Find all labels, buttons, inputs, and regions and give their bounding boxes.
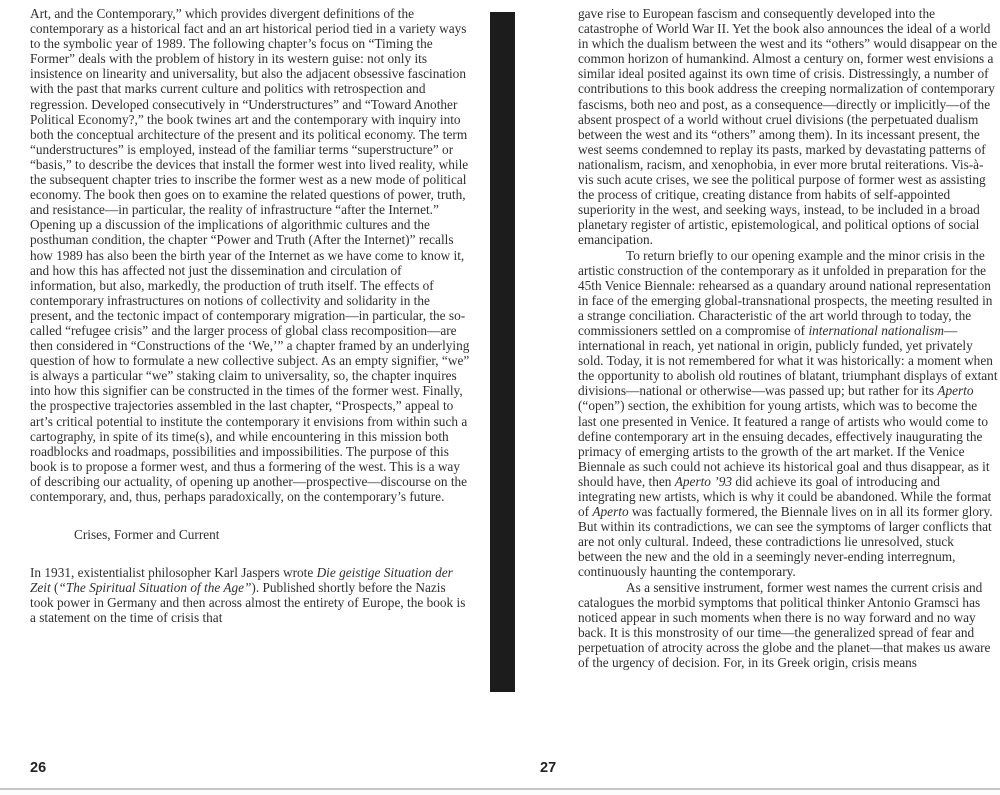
left-page-text: [30, 6, 471, 626]
paragraph: As a sensitive instrument, former west names the current crisis and catalogues the morbid symptoms that political thinker Antonio Gramsci has noticed appear in such moments when there is no way forward and no way back. It is this monstrosity of our time—the generalized spread of fear and perpetuation of atrocity across the globe and the planet—that makes us aware of the urgency of decision. For, in its Greek origin, crisis means: [578, 579, 991, 671]
paragraph: gave rise to European fascism and consequently developed into the catastrophe of World War II. Yet the book also announces the ideal of a world in which the dualism between the west and its “others” would disappear on the common horizon of humankind. Almost a century on, former west envisions a similar ideal posited against its own time of crisis. Distressingly, a number of contributions to this book address the creeping normalization of contemporary fascisms, both neo and post, as a consequence—directly or implicitly—of the absent prospect of a world without cruel divisions (the perpetuated dualism between the west and its “others” among them). In its incessant present, the west seems condemned to replay its pasts, marked by devastating patterns of nationalism, racism, and xenophobia, in ever more brutal reiterations. Vis-à-vis such acute crises, we see the political purpose of former west as assisting the process of critique, creating distance from habits of self-appointed superiority in the west, and seeking ways, instead, to be included in a broad planetary register of artistic, epistemological, and political options of social emancipation.: [578, 6, 998, 248]
right-page-text: [578, 6, 998, 670]
page-number-left: 26: [30, 760, 47, 776]
page-number-right: 27: [540, 760, 557, 776]
section-heading: Crises, Former and Current: [74, 527, 220, 543]
paragraph: In 1931, existentialist philosopher Karl Jaspers wrote Die geistige Situation der Zeit (“The Spiritual Situation of the Age”). Published shortly before the Nazis took power in Germany and then across almost the entirety of Europe, the book is a statement on the time of crisis that: [30, 565, 466, 626]
paragraph: Art, and the Contemporary,” which provides divergent definitions of the contemporary as a historical fact and an art historical period tied in a variety ways to the symbolic year of 1989. The following chapter’s focus on “Timing the Former” deals with the problem of history in its western guise: not only its insistence on linearity and universality, but also the adjacent obsessive fascination with the past that marks current culture and politics with retrospection and regression. Developed consecutively in “Understructures” and “Toward Another Political Economy?,” the book twines art and the contemporary with inquiry into both the conceptual architecture of the present and its political economy. The term “understructures” is employed, instead of the familiar terms “superstructure” or “basis,” to describe the devices that install the former west into lived reality, while the subsequent chapter tries to inscribe the former west as a new mode of political economy. The book then goes on to examine the related questions of power, truth, and resistance—in particular, the reality of infrastructure “after the Internet.” Opening up a discussion of the implications of algorithmic cultures and the posthuman condition, the chapter “Power and Truth (After the Internet)” recalls how 1989 has also been the birth year of the Internet as we have come to know it, and how this has affected not just the dissemination and circulation of information, but also, markedly, the production of truth itself. The effects of contemporary infrastructures on notions of collectivity and solidarity in the present, and the tectonic impact of contemporary migration—in particular, the so-called “refugee crisis” and the larger process of global class recomposition—are then considered in “Constructions of the ‘We,’” a chapter framed by an underlying question of how to formulate a new collective subject. As an empty signifier, “we” is always a particular “we” staking claim to universality, so, the chapter inquires into how this signifier can be constructed in the times of the former west. Finally, the prospective trajectories assembled in the last chapter, “Prospects,” appeal to art’s critical potential to institute the contemporary it envisions from within such a cartography, in spite of its time(s), and while encountering in this mission both roadblocks and roadmaps, possibilities and impossibilities. The purpose of this book is to propose a former west, and thus a formering of the west. This is a way of describing our actuality, of opening up another—prospective—discourse on the contemporary, and, thus, perhaps paradoxically, on the contemporary’s future.: [30, 6, 470, 504]
scan-margin: [0, 790, 1000, 795]
spine-gutter-bar: [490, 12, 515, 692]
paragraph: To return briefly to our opening example and the minor crisis in the artistic construction of the contemporary as it unfolded in preparation for the 45th Venice Biennale: rehearsed as a quandary around national representation in face of the emerging global-transnational prospects, the meeting resulted in a strange conciliation. Characteristic of the art world through to today, the commissioners settled on a compromise of international nationalism—international in reach, yet national in origin, publicly funded, yet privately sold. Today, it is not remembered for what it was historically: a moment when the opportunity to abolish old routines of blatant, triumphant displays of extant divisions—national or otherwise—was passed up; but rather for its Aperto (“open”) section, the exhibition for young artists, which was to become the last one presented in Venice. It featured a range of artists who would come to define contemporary art in the ensuing decades, effectively inaugurating the primacy of emerging artists to the growth of the art market. If the Venice Biennale as such could not achieve its historical goal and thus disappear, as it should have, then Aperto ’93 did achieve its goal of introducing and integrating new artists, which is why it could be abandoned. While the format of Aperto was factually formered, the Biennale lives on in all its former glory. But within its contradictions, we can see the symptoms of larger conflicts that are not only cultural. Indeed, these contradictions lie unresolved, stuck between the new and the old in a seemingly never-ending interregnum, continuously haunting the contemporary.: [578, 247, 998, 580]
